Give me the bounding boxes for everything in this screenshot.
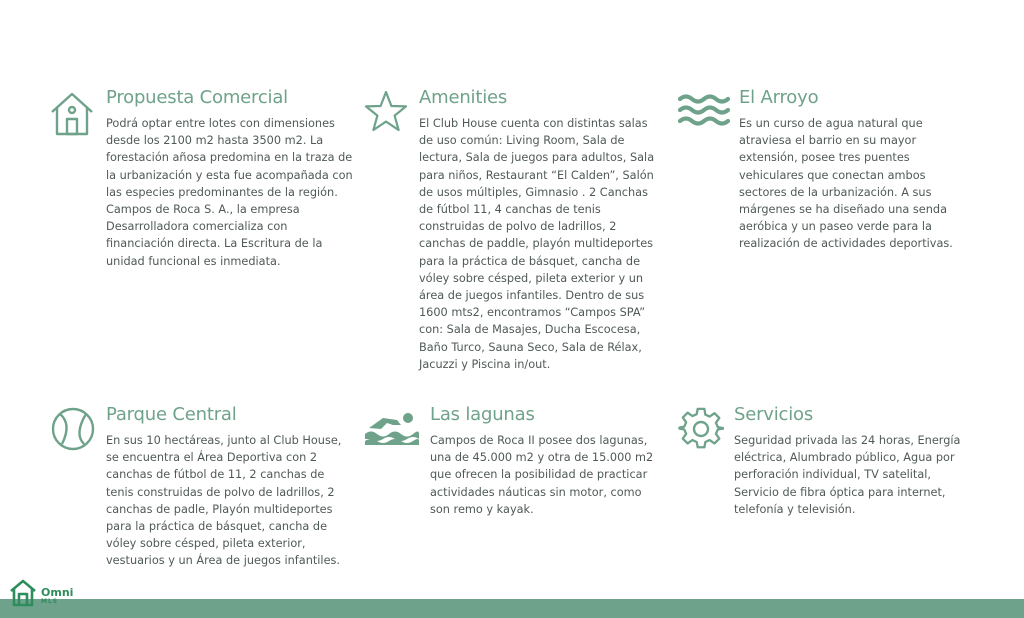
feature-title: Amenities: [419, 87, 508, 108]
feature-el-arroyo: [678, 87, 978, 251]
feature-description: Podrá optar entre lotes con dimensiones desde los 2100 m2 hasta 3500 m2. La forestación añosa predomina en la traza de la urbanización y esta fue acompañada con las especies predominantes de la región. Campos de Roca S. A., la empresa Desarrolladora comercializa con financiación directa. La Escritura de la unidad funcional es inmediata.: [106, 117, 353, 268]
feature-description: Es un curso de agua natural que atraviesa el barrio en su mayor extensión, posee tres puentes vehiculares que conectan ambos sectores de la urbanización. A sus márgenes se ha diseñado una senda aeróbica y un paseo verde para la realización de actividades deportivas.: [739, 117, 953, 251]
feature-title: Parque Central: [106, 404, 237, 425]
gear-icon: [678, 406, 724, 452]
feature-las-lagunas: [363, 404, 663, 524]
logo-house-icon: [9, 579, 37, 612]
feature-servicios: [678, 404, 978, 534]
star-icon: [363, 89, 409, 135]
feature-description: En sus 10 hectáreas, junto al Club House, se encuentra el Área Deportiva con 2 canchas de fútbol de 11, 2 canchas de tenis construidas de polvo de ladrillos, 2 canchas de padle, Playón multideportes para la práctica de básquet, cancha de vóley sobre césped, pileta exterior, vestuarios y un Área de juegos infantiles.: [106, 434, 342, 568]
swimmer-icon: [363, 410, 421, 446]
feature-description: Seguridad privada las 24 horas, Energía eléctrica, Alumbrado público, Agua por perforación individual, TV satelital, Servicio de fibra óptica para internet, telefonía y televisión.: [734, 434, 961, 516]
waves-icon: [678, 93, 730, 129]
logo-sub: MLS: [41, 598, 59, 605]
feature-title: Propuesta Comercial: [106, 87, 288, 108]
footer-bar: [0, 599, 1024, 618]
feature-title: Las lagunas: [430, 404, 535, 425]
omni-mls-logo[interactable]: [9, 579, 89, 609]
logo-name: Omni: [41, 586, 74, 599]
feature-propuesta-comercial: [50, 87, 353, 277]
tennis-ball-icon: [50, 406, 96, 452]
feature-title: El Arroyo: [739, 87, 819, 108]
feature-description: El Club House cuenta con distintas salas de uso común: Living Room, Sala de lectura, Sala de juegos para adultos, Sala para niños, Restaurant “El Calden”, Salón de usos múltiples, Gimnasio . 2 Canchas de fútbol 11, 4 canchas de tenis construidas de polvo de ladrillos, 2 canchas de paddle, playón multideportes para la práctica de básquet, cancha de vóley sobre césped, pileta exterior y un área de juegos infantiles. Dentro de sus 1600 mts2, encontramos “Campos SPA” con: Sala de Masajes, Ducha Escocesa, Baño Turco, Sauna Seco, Sala de Rélax, Jacuzzi y Piscina in/out.: [419, 117, 655, 371]
feature-description: Campos de Roca II posee dos lagunas, una de 45.000 m2 y otra de 15.000 m2 que ofrecen la posibilidad de practicar actividades náuticas sin motor, como son remo y kayak.: [430, 434, 654, 516]
feature-parque-central: [50, 404, 350, 574]
feature-amenities: [363, 87, 663, 371]
feature-title: Servicios: [734, 404, 814, 425]
house-icon: [50, 91, 94, 137]
